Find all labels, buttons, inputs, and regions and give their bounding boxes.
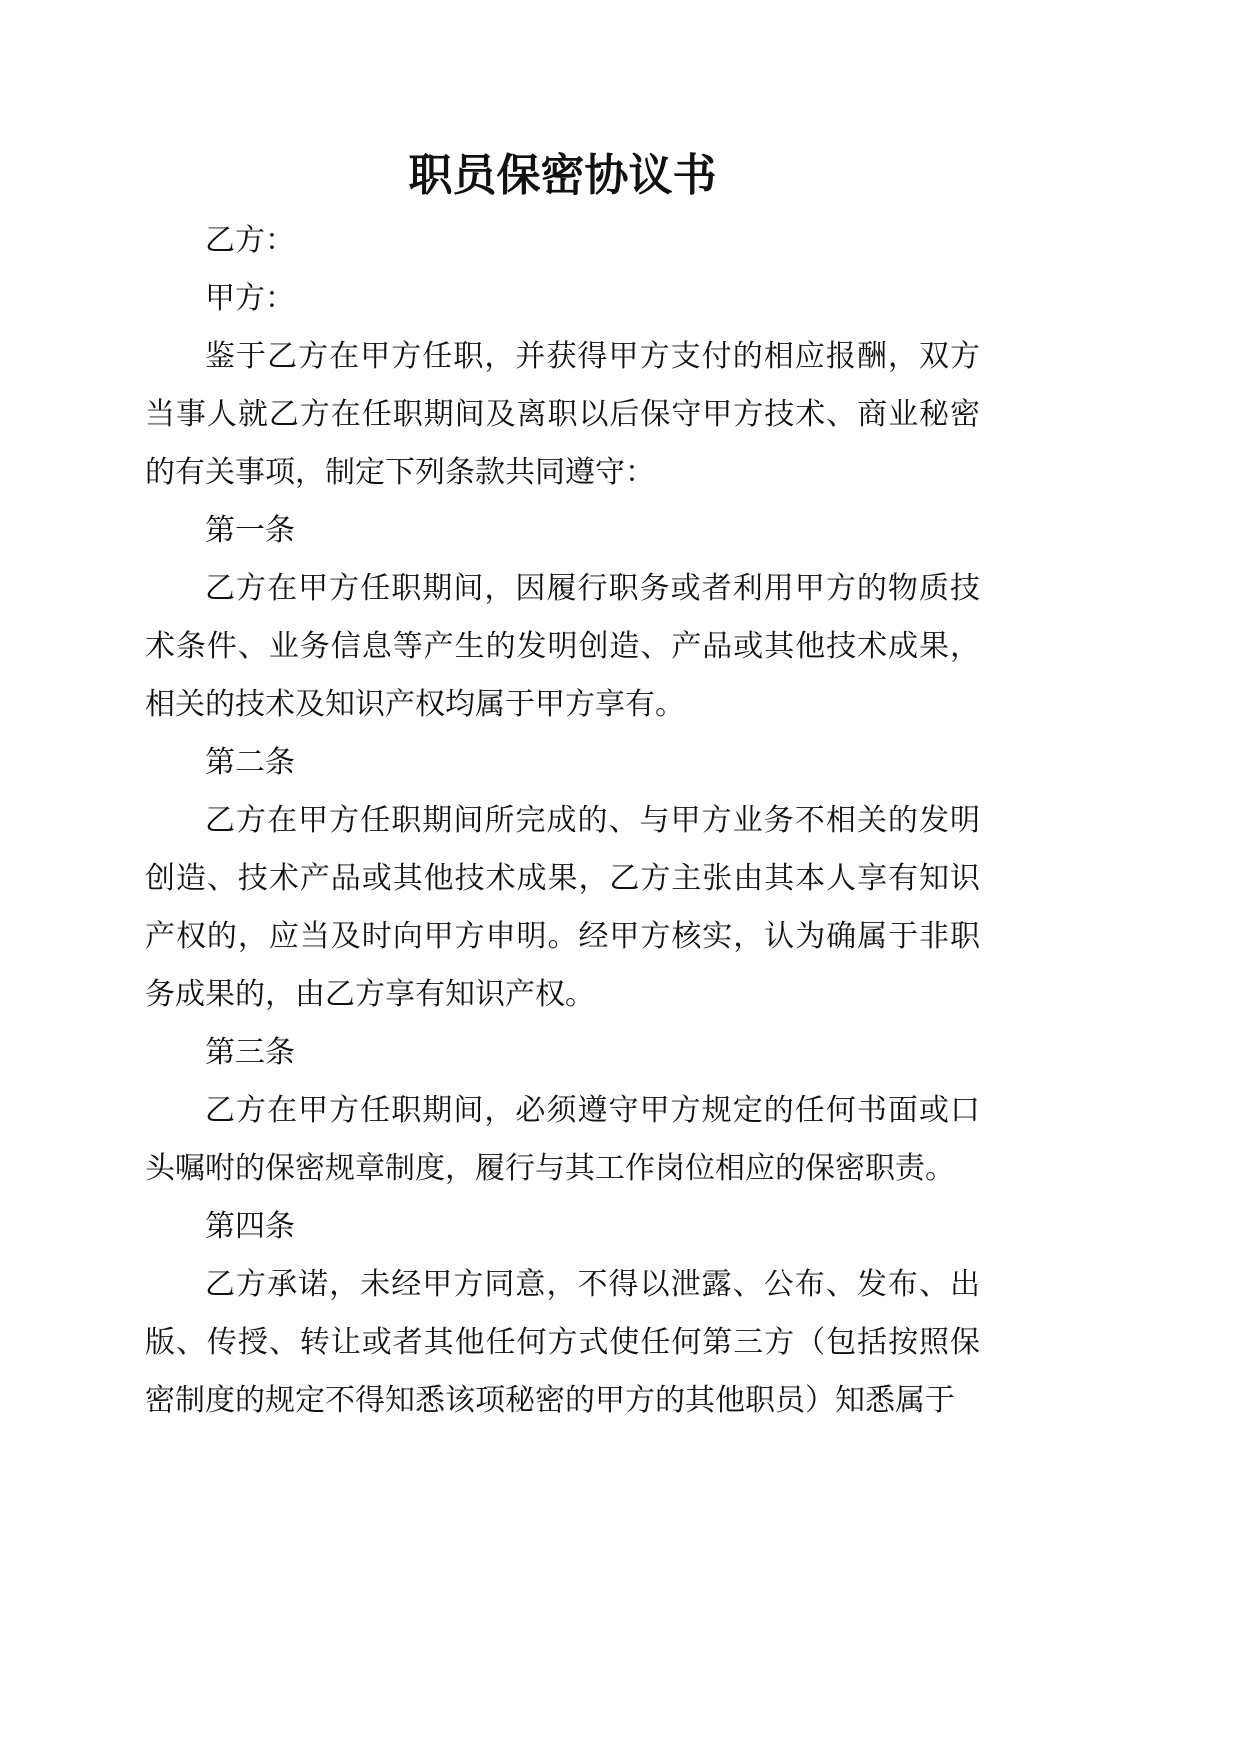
article-4-text: 乙方承诺，未经甲方同意，不得以泄露、公布、发布、出版、传授、转让或者其他任何方式使任何第三方（包括按照保密制度的规定不得知悉该项秘密的甲方的其他职员）知悉属于 <box>145 1267 980 1418</box>
preamble-paragraph: 鉴于乙方在甲方任职，并获得甲方支付的相应报酬，双方当事人就乙方在任职期间及离职以后保守甲方技术、商业秘密的有关事项，制定下列条款共同遵守： <box>145 339 980 490</box>
article-2-heading: 第二条 <box>205 745 295 780</box>
article-3-text: 乙方在甲方任职期间，必须遵守甲方规定的任何书面或口头嘱咐的保密规章制度，履行与其工作岗位相应的保密职责。 <box>145 1093 980 1186</box>
party-a-line: 甲方： <box>205 281 295 316</box>
document-body <box>145 212 980 1430</box>
article-1-text: 乙方在甲方任职期间，因履行职务或者利用甲方的物质技术条件、业务信息等产生的发明创造、产品或其他技术成果，相关的技术及知识产权均属于甲方享有。 <box>145 571 980 722</box>
article-3-heading: 第三条 <box>205 1035 295 1070</box>
article-1-heading: 第一条 <box>205 513 295 548</box>
article-2-text: 乙方在甲方任职期间所完成的、与甲方业务不相关的发明创造、技术产品或其他技术成果，乙方主张由其本人享有知识产权的，应当及时向甲方申明。经甲方核实，认为确属于非职务成果的，由乙方享有知识产权。 <box>145 803 980 1012</box>
document-title: 职员保密协议书 <box>408 150 717 201</box>
article-4-heading: 第四条 <box>205 1209 295 1244</box>
party-b-line: 乙方： <box>205 223 295 258</box>
